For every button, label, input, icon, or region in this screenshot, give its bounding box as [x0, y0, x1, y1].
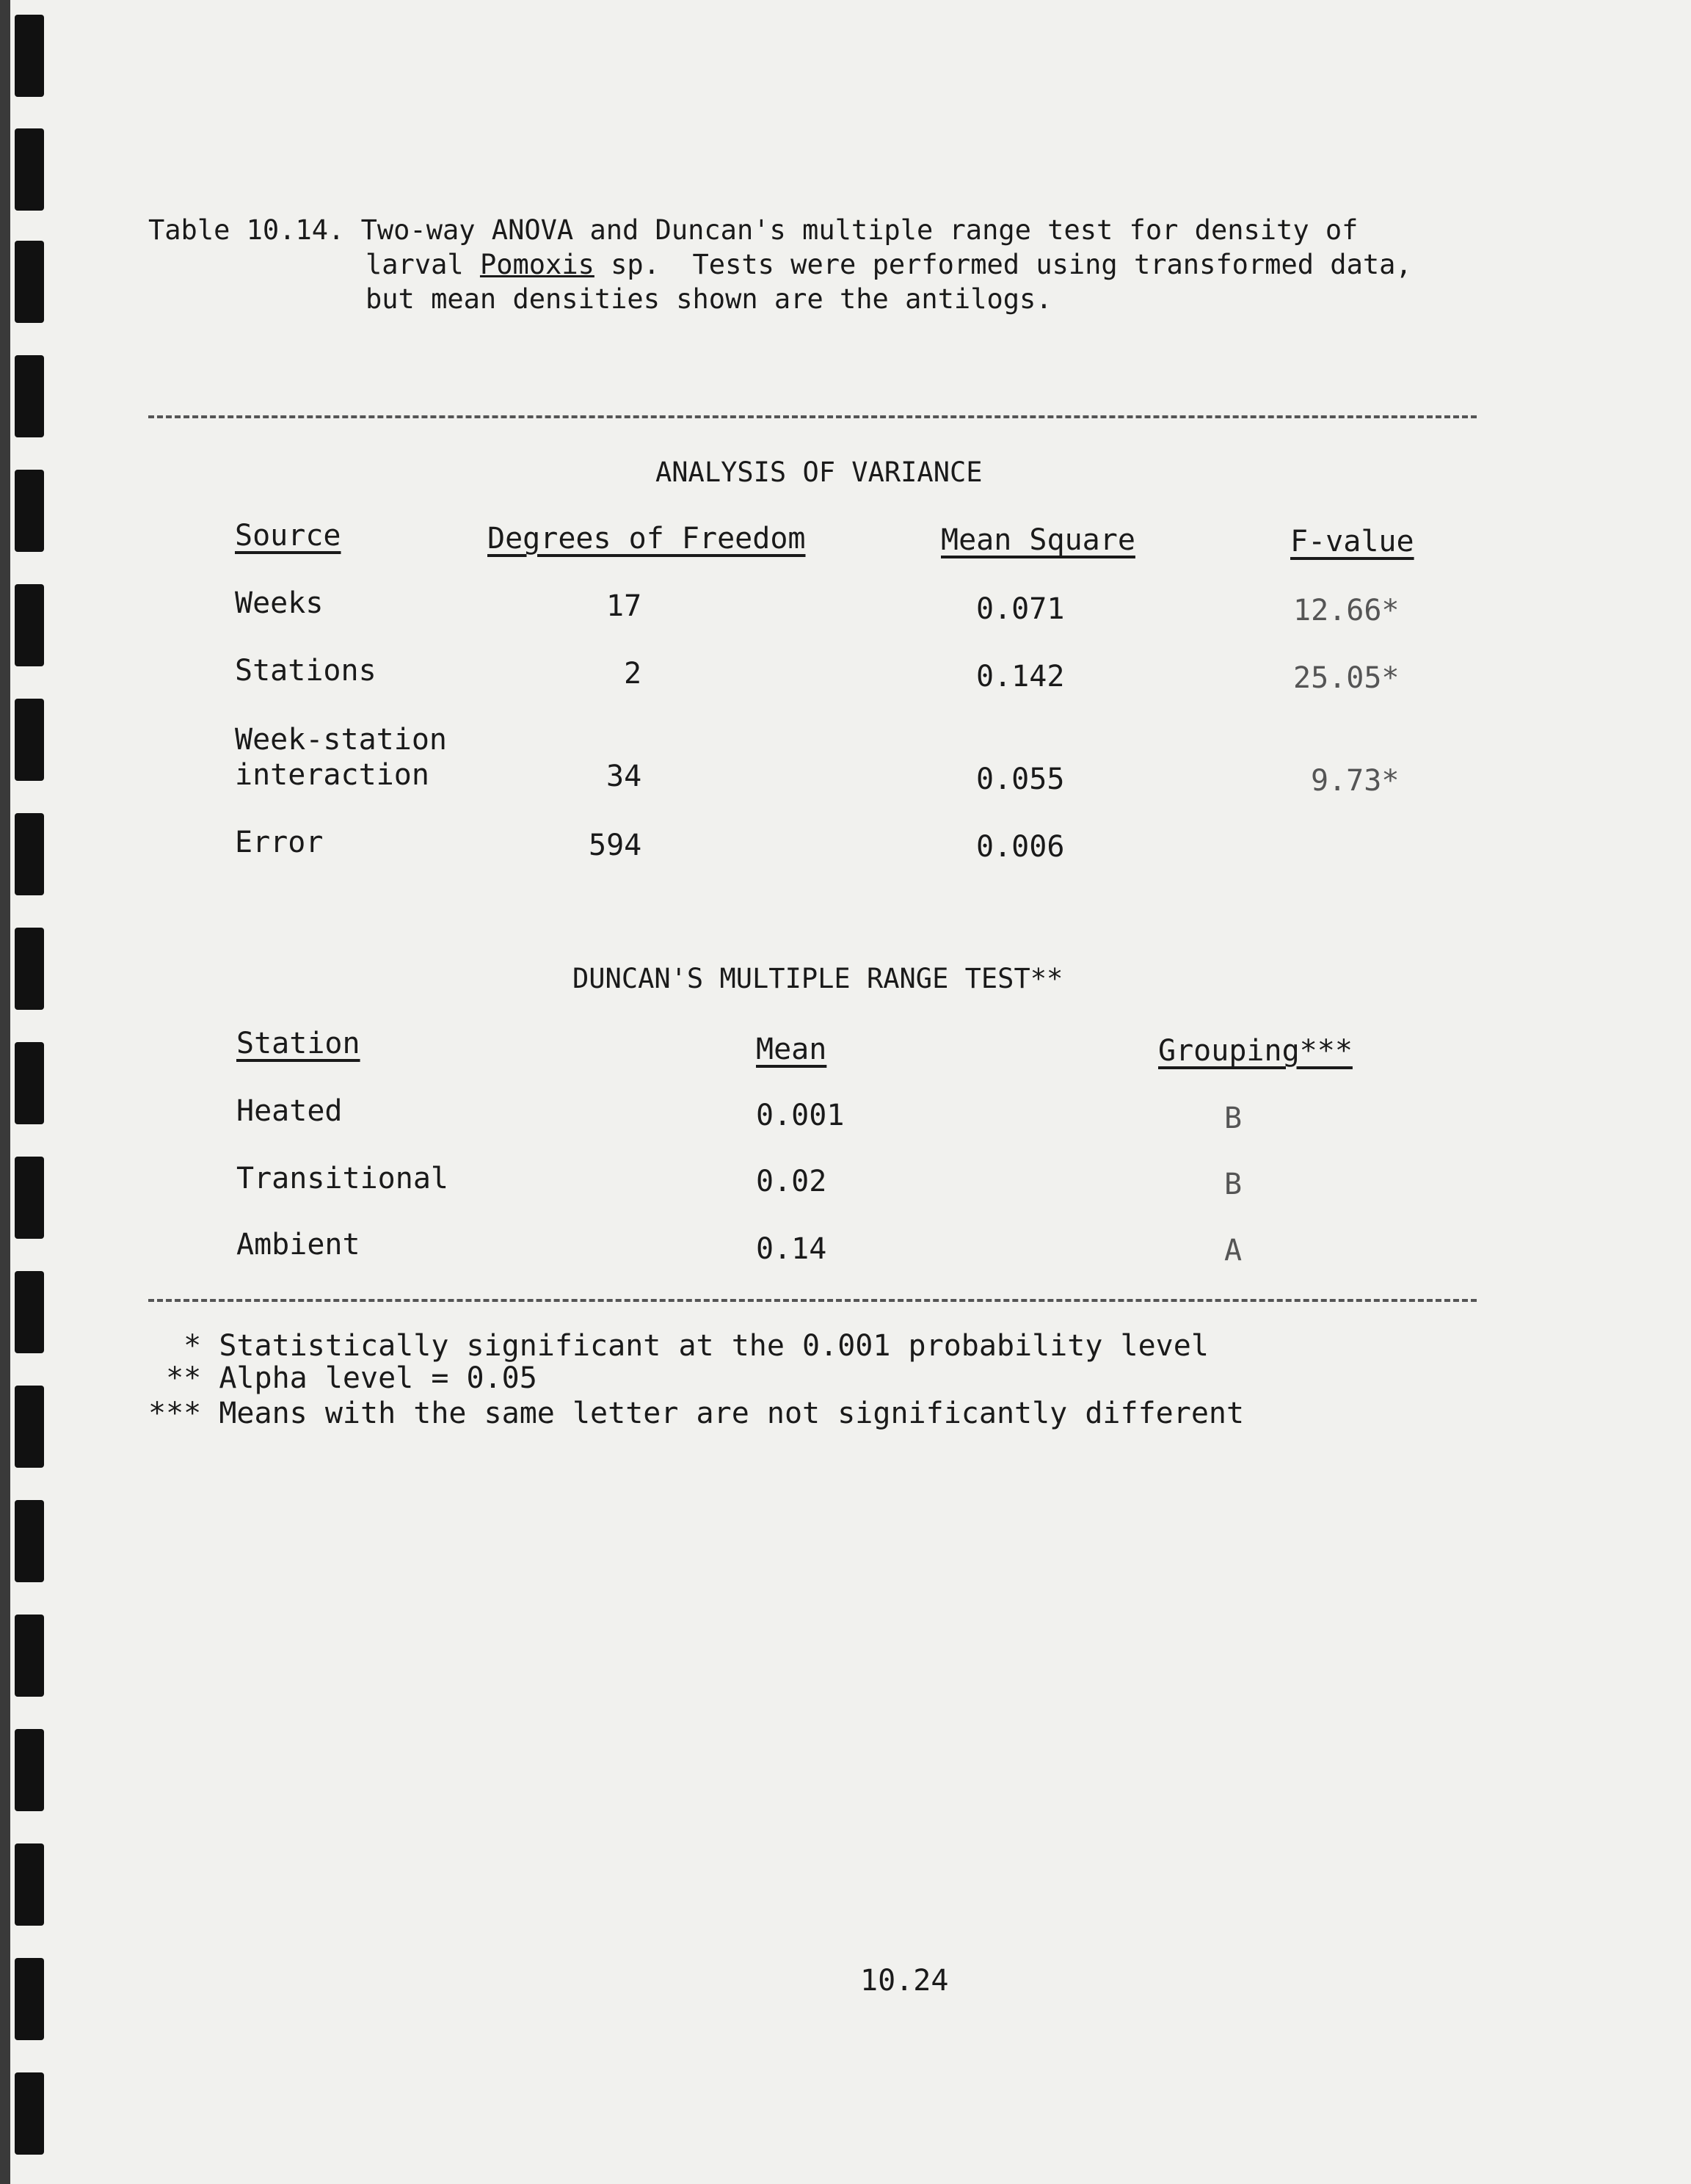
anova-row-interaction-df: 34 [606, 760, 642, 793]
binder-hole [15, 1157, 44, 1239]
table-caption [148, 213, 1469, 316]
binder-hole [15, 1386, 44, 1468]
anova-header-df: Degrees of Freedom [487, 522, 806, 556]
binder-hole [15, 1729, 44, 1811]
binder-hole [15, 1271, 44, 1353]
binder-hole [15, 1615, 44, 1697]
anova-row-interaction-source: Week-station interaction [235, 723, 447, 792]
duncan-row-transitional-mean: 0.02 [756, 1165, 827, 1198]
binder-hole [15, 813, 44, 895]
anova-row-stations-source: Stations [235, 654, 377, 688]
duncan-row-transitional-station: Transitional [236, 1162, 448, 1195]
binder-hole [15, 15, 44, 97]
scan-edge [0, 0, 10, 2184]
footnote-alpha: ** Alpha level = 0.05 [148, 1361, 537, 1395]
anova-row-interaction-f: 9.73* [1311, 764, 1400, 798]
anova-title: ANALYSIS OF VARIANCE [655, 456, 983, 488]
anova-header-source: Source [235, 519, 341, 553]
binder-hole [15, 1843, 44, 1926]
footnote-significance: * Statistically significant at the 0.001 probability level [148, 1329, 1209, 1363]
caption-genus: Pomoxis [479, 249, 594, 280]
anova-row-error-ms: 0.006 [976, 830, 1065, 864]
anova-row-weeks-f: 12.66* [1293, 594, 1400, 627]
duncan-row-transitional-group: B [1224, 1168, 1243, 1201]
caption-line-2 [148, 247, 1469, 282]
page-number: 10.24 [860, 1964, 949, 1998]
caption-label: Table 10.14. [148, 214, 345, 246]
duncan-header-grouping: Grouping*** [1158, 1034, 1353, 1068]
bottom-rule [148, 1299, 1477, 1302]
caption-line-3-text: but mean densities shown are the antilogs. [366, 283, 1052, 315]
anova-row-stations-ms: 0.142 [976, 660, 1065, 694]
binder-hole [15, 584, 44, 666]
anova-row-error-df: 594 [589, 829, 642, 862]
caption-line-3 [148, 282, 1469, 316]
anova-row-stations-f: 25.05* [1293, 661, 1400, 695]
duncan-header-station: Station [236, 1027, 360, 1060]
binder-holes [15, 0, 51, 2184]
duncan-row-heated-group: B [1224, 1102, 1243, 1135]
binder-hole [15, 470, 44, 552]
footnote-grouping: *** Means with the same letter are not significantly different [148, 1397, 1245, 1430]
duncan-row-heated-station: Heated [236, 1094, 343, 1128]
binder-hole [15, 355, 44, 437]
anova-row-weeks-ms: 0.071 [976, 592, 1065, 626]
binder-hole [15, 1042, 44, 1124]
anova-header-f: F-value [1290, 525, 1414, 558]
duncan-row-ambient-group: A [1224, 1234, 1243, 1267]
anova-header-ms: Mean Square [941, 523, 1135, 557]
binder-hole [15, 128, 44, 211]
caption-line-2-prefix: larval [366, 249, 480, 280]
anova-row-weeks-source: Weeks [235, 586, 324, 620]
duncan-row-ambient-station: Ambient [236, 1228, 360, 1262]
binder-hole [15, 241, 44, 323]
duncan-row-ambient-mean: 0.14 [756, 1232, 827, 1266]
binder-hole [15, 1500, 44, 1582]
binder-hole [15, 2072, 44, 2155]
binder-hole [15, 699, 44, 781]
caption-line-1: Two-way ANOVA and Duncan's multiple range test for density of [360, 214, 1359, 246]
anova-row-stations-df: 2 [624, 657, 642, 691]
caption-line-2-suffix: sp. Tests were performed using transformed data, [594, 249, 1412, 280]
binder-hole [15, 1958, 44, 2040]
duncan-title: DUNCAN'S MULTIPLE RANGE TEST** [572, 963, 1063, 994]
binder-hole [15, 928, 44, 1010]
anova-row-interaction-ms: 0.055 [976, 762, 1065, 796]
duncan-header-mean: Mean [756, 1033, 827, 1066]
anova-row-weeks-df: 17 [606, 589, 642, 623]
duncan-row-heated-mean: 0.001 [756, 1099, 845, 1132]
anova-row-error-source: Error [235, 826, 324, 859]
top-rule [148, 415, 1477, 418]
